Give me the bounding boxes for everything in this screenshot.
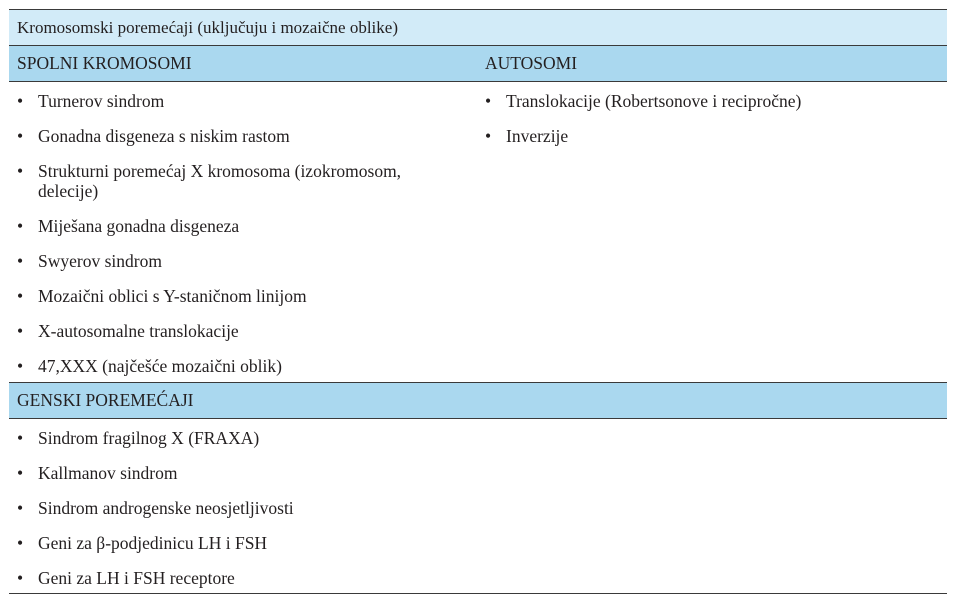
list-item — [9, 216, 464, 236]
list-item — [9, 161, 464, 201]
table-caption: Kromosomski poremećaji (uključuju i mozaične oblike) — [17, 17, 398, 37]
bullet-icon: • — [17, 161, 24, 181]
list-item-text: Sindrom androgenske neosjetljivosti — [38, 498, 294, 518]
list-item-text: Geni za β-podjedinicu LH i FSH — [38, 533, 268, 553]
list-item — [477, 91, 947, 111]
list-item-text: Swyerov sindrom — [38, 251, 162, 271]
table-caption-row — [9, 10, 947, 46]
list-item-text: 47,XXX (najčešće mozaični oblik) — [38, 356, 282, 376]
bullet-icon: • — [17, 533, 24, 553]
list-item-text: Inverzije — [506, 126, 569, 146]
bullet-icon: • — [17, 216, 24, 236]
list-item — [9, 126, 464, 146]
spolni-kromosomi-list — [9, 91, 477, 376]
list-item-text: Geni za LH i FSH receptore — [38, 568, 235, 588]
bullet-icon: • — [17, 568, 24, 588]
list-item — [9, 463, 477, 483]
list-item-text: Sindrom fragilnog X (FRAXA) — [38, 428, 260, 448]
bullet-icon: • — [17, 126, 24, 146]
genski-poremecaji-list — [9, 428, 477, 588]
genski-poremecaji-column — [9, 419, 477, 593]
list-item-text: Gonadna disgeneza s niskim rastom — [38, 126, 290, 146]
list-item — [9, 498, 477, 518]
list-item-text: Mozaični oblici s Y-staničnom linijom — [38, 286, 307, 306]
section-body-genes — [9, 419, 947, 593]
list-item — [9, 91, 464, 111]
bullet-icon: • — [17, 251, 24, 271]
bullet-icon: • — [17, 91, 24, 111]
section-header-row-genes — [9, 383, 947, 419]
bullet-icon: • — [485, 126, 492, 146]
list-item — [477, 126, 947, 146]
list-item — [9, 321, 464, 341]
bullet-icon: • — [17, 286, 24, 306]
bullet-icon: • — [17, 498, 24, 518]
list-item-text: Miješana gonadna disgeneza — [38, 216, 240, 236]
list-item — [9, 356, 464, 376]
bullet-icon: • — [17, 321, 24, 341]
list-item-text: Kallmanov sindrom — [38, 463, 178, 483]
list-item-text: X-autosomalne translokacije — [38, 321, 239, 341]
section-body-chromosomes — [9, 82, 947, 383]
bullet-icon: • — [485, 91, 492, 111]
list-item — [9, 568, 477, 588]
list-item — [9, 251, 464, 271]
disorders-table — [9, 9, 947, 594]
list-item — [9, 533, 477, 553]
spolni-kromosomi-column — [9, 82, 477, 382]
list-item-text: Strukturni poremećaj X kromosoma (izokromosom, delecije) — [38, 161, 402, 201]
autosomi-column — [477, 82, 947, 382]
list-item — [9, 286, 464, 306]
section-header-row-chromosomes — [9, 46, 947, 82]
bullet-icon: • — [17, 356, 24, 376]
section-header-spolni-kromosomi: SPOLNI KROMOSOMI — [17, 53, 192, 73]
list-item-text: Translokacije (Robertsonove i recipročne) — [506, 91, 802, 111]
bullet-icon: • — [17, 428, 24, 448]
section-header-genski-poremecaji: GENSKI POREMEĆAJI — [17, 390, 194, 410]
section-header-autosomi: AUTOSOMI — [485, 53, 578, 73]
list-item-text: Turnerov sindrom — [38, 91, 165, 111]
autosomi-list — [477, 91, 947, 146]
list-item — [9, 428, 477, 448]
bullet-icon: • — [17, 463, 24, 483]
